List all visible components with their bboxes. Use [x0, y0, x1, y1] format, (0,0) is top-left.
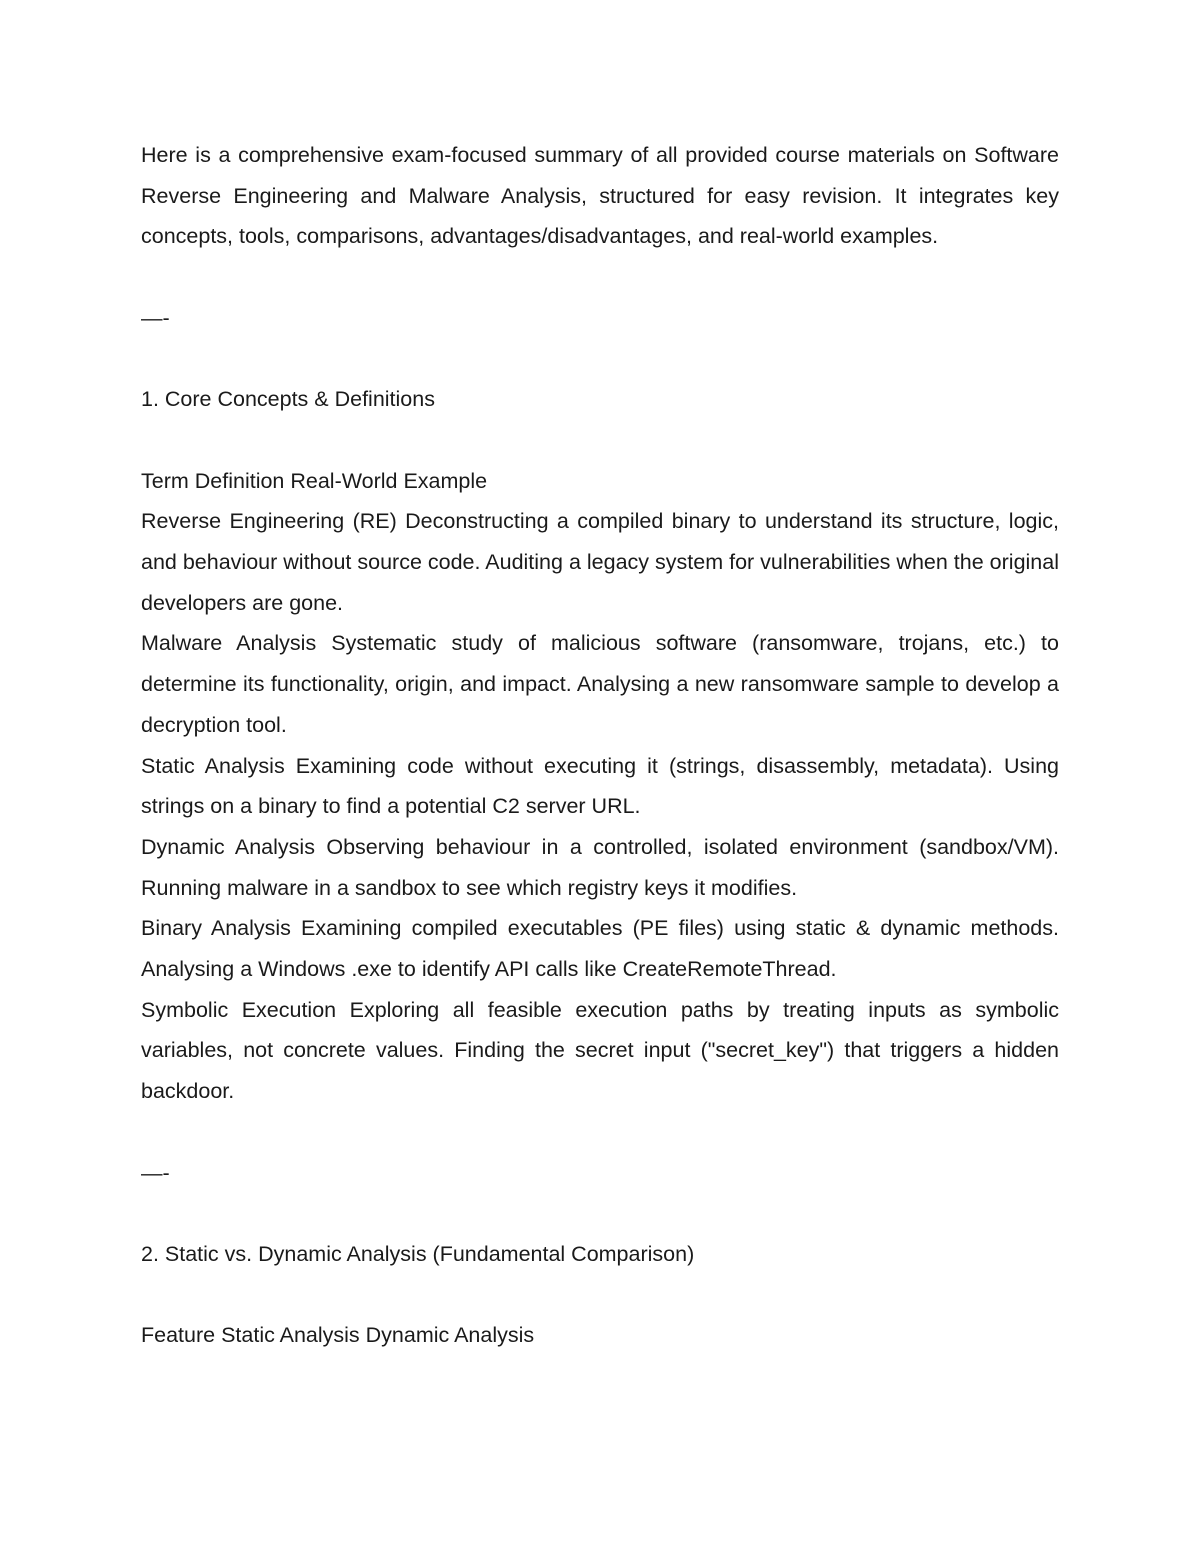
section-separator: —-	[141, 305, 170, 330]
spacer	[141, 1112, 1059, 1153]
intro-paragraph: Here is a comprehensive exam-focused summary of all provided course materials on Software Reverse Engineering and Malware Analysis, structured for easy revision. It integrates key concepts, tools, comparisons, advantages/disadvantages, and real-world examples.	[141, 143, 1059, 249]
section2-heading: 2. Static vs. Dynamic Analysis (Fundamental Comparison)	[141, 1241, 695, 1266]
document-page	[141, 135, 1059, 1356]
definition-row: Reverse Engineering (RE) Deconstructing a compiled binary to understand its structure, logic, and behaviour without source code. Auditing a legacy system for vulnerabilities when the original developers are gone.	[141, 509, 1059, 615]
spacer	[141, 420, 1059, 461]
spacer	[141, 257, 1059, 298]
section1-heading: 1. Core Concepts & Definitions	[141, 387, 435, 412]
section1-table-header: Term Definition Real-World Example	[141, 468, 488, 493]
spacer	[141, 339, 1059, 380]
section2-table-header: Feature Static Analysis Dynamic Analysis	[141, 1323, 535, 1348]
definition-row: Symbolic Execution Exploring all feasible execution paths by treating inputs as symbolic variables, not concrete values. Finding the secret input ("secret_key") that triggers a hidden backdoor.	[141, 997, 1059, 1104]
section-separator: —-	[141, 1160, 170, 1185]
definition-row: Binary Analysis Examining compiled executables (PE files) using static & dynamic methods. Analysing a Windows .exe to identify API calls like CreateRemoteThread.	[141, 916, 1059, 982]
spacer	[141, 1193, 1059, 1234]
definition-row: Dynamic Analysis Observing behaviour in a controlled, isolated environment (sandbox/VM). Running malware in a sandbox to see which registry keys it modifies.	[141, 834, 1059, 900]
spacer	[141, 1275, 1059, 1316]
definition-row: Static Analysis Examining code without executing it (strings, disassembly, metadata). Using strings on a binary to find a potential C2 server URL.	[141, 753, 1059, 819]
definition-row: Malware Analysis Systematic study of malicious software (ransomware, trojans, etc.) to determine its functionality, origin, and impact. Analysing a new ransomware sample to develop a decryption tool.	[141, 631, 1059, 737]
